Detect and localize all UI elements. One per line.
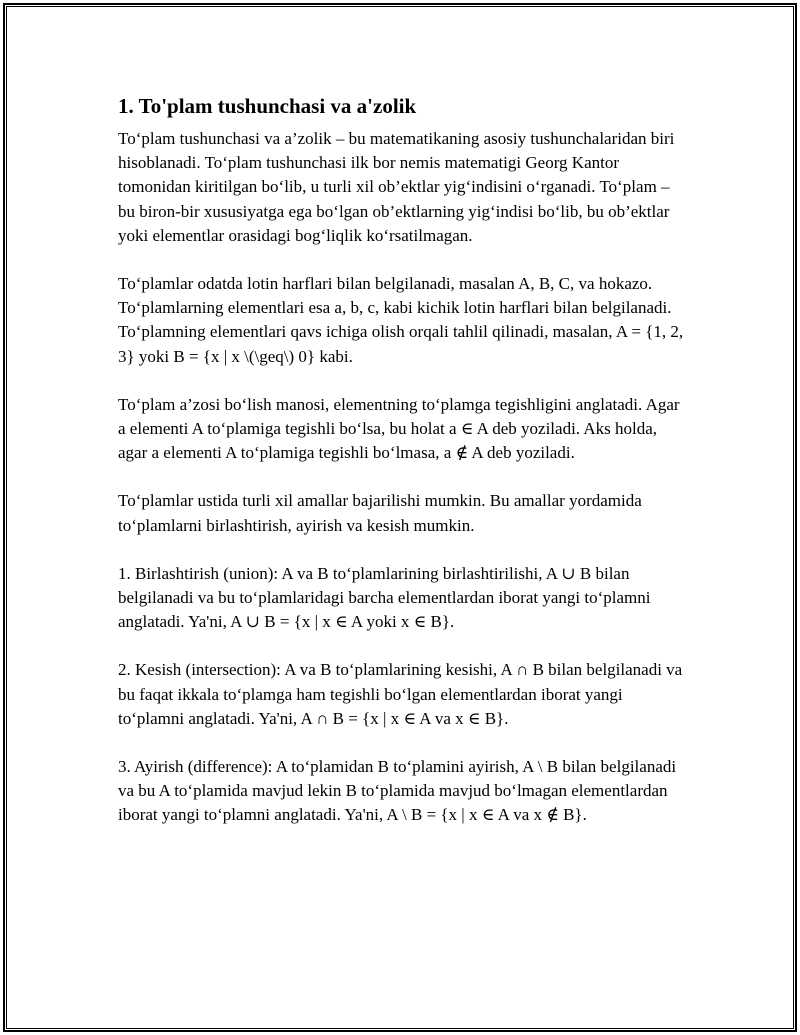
- paragraph-difference: 3. Ayirish (difference): A to‘plamidan B to‘plamini ayirish, A \ B bilan belgilanadi va bu A to‘plamida mavjud lekin B to‘plamida mavjud bo‘lmagan elementlardan iborat yangi to‘plamni anglatadi. Ya'ni, A \ B = {x | x ∈ A va x ∉ B}.: [118, 757, 677, 825]
- paragraph-operations-intro: To‘plamlar ustida turli xil amallar bajarilishi mumkin. Bu amallar yordamida to‘plamlarni birlashtirish, ayirish va kesish mumkin.: [118, 491, 642, 535]
- document-body: [118, 93, 690, 852]
- paragraph-intersection: 2. Kesish (intersection): A va B to‘plamlarining kesishi, A ∩ B bilan belgilanadi va bu faqat ikkala to‘plamga ham tegishli bo‘lgan elementlardan iborat yangi to‘plamni anglatadi. Ya'ni, A ∩ B = {x | x ∈ A va x ∈ B}.: [118, 660, 683, 728]
- paragraph-definition: To‘plam tushunchasi va a’zolik – bu matematikaning asosiy tushunchalaridan biri hisoblanadi. To‘plam tushunchasi ilk bor nemis matematigi Georg Kantor tomonidan kiritilgan bo‘lib, u turli xil ob’ektlar yig‘indisini o‘rganadi. To‘plam – bu biron-bir xususiyatga ega bo‘lgan ob’ektlarning yig‘indisi bo‘lib, bu ob’ektlar yoki elementlar orasidagi bog‘liqlik ko‘rsatilmagan.: [118, 129, 675, 245]
- paragraph-notation: To‘plamlar odatda lotin harflari bilan belgilanadi, masalan A, B, C, va hokazo. To‘plamlarning elementlari esa a, b, c, kabi kichik lotin harflari bilan belgilanadi. To‘plamning elementlari qavs ichiga olish orqali tahlil qilinadi, masalan, A = {1, 2, 3} yoki B = {x | x \(\geq\) 0} kabi.: [118, 274, 684, 366]
- paragraph-union: 1. Birlashtirish (union): A va B to‘plamlarining birlashtirilishi, A ∪ B bilan belgilanadi va bu to‘plamlaridagi barcha elementlardan iborat yangi to‘plamni anglatadi. Ya'ni, A ∪ B = {x | x ∈ A yoki x ∈ B}.: [118, 563, 651, 632]
- section-heading: 1. To'plam tushunchasi va a'zolik: [118, 94, 417, 118]
- paragraph-membership: To‘plam a’zosi bo‘lish manosi, elementning to‘plamga tegishligini anglatadi. Agar a elementi A to‘plamiga tegishli bo‘lsa, bu holat a ∈ A deb yoziladi. Aks holda, agar a elementi A to‘plamiga tegishli bo‘lmasa, a ∉ A deb yoziladi.: [118, 394, 680, 463]
